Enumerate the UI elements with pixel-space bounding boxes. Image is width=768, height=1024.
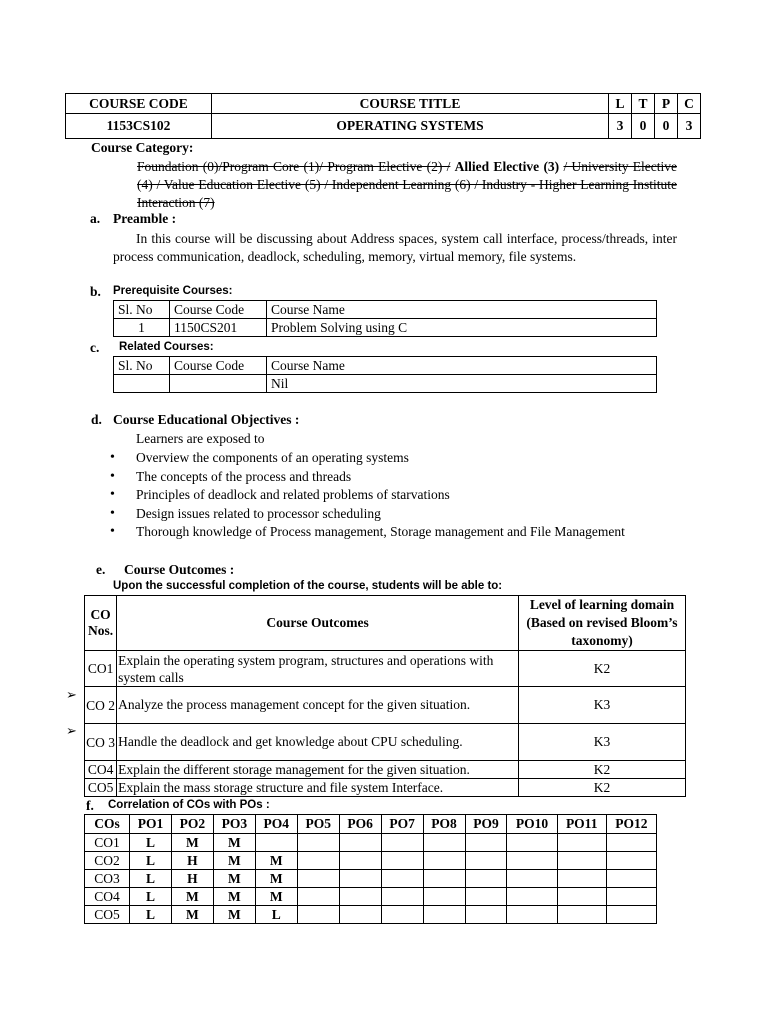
corr-cell bbox=[423, 888, 465, 906]
corr-cell bbox=[606, 834, 656, 852]
corr-cell: M bbox=[255, 852, 297, 870]
corr-cell: L bbox=[130, 852, 172, 870]
corr-cell: M bbox=[213, 888, 255, 906]
course-code-label: COURSE CODE bbox=[66, 94, 212, 114]
course-header-table bbox=[65, 93, 701, 139]
related-col-slno: Sl. No bbox=[114, 357, 170, 375]
l-label: L bbox=[609, 94, 632, 114]
category-struck-before: Foundation (0)/Program Core (1)/ Program Elective (2) / bbox=[137, 159, 451, 174]
course-category-label: Course Category: bbox=[91, 140, 194, 155]
corr-col: PO8 bbox=[423, 815, 465, 834]
corr-cell bbox=[381, 906, 423, 924]
corr-cell: L bbox=[130, 906, 172, 924]
corr-cell: H bbox=[171, 870, 213, 888]
corr-cell: M bbox=[255, 870, 297, 888]
category-struck-after: / University Elective (4) / Value Education Elective (5) / Independent Learning (6) / Industry - Higher Learning Institute Interaction (7) bbox=[137, 159, 677, 210]
corr-cell bbox=[339, 906, 381, 924]
table-row bbox=[85, 761, 686, 779]
prerequisite-marker: b. bbox=[90, 284, 101, 299]
related-col-name: Course Name bbox=[267, 357, 657, 375]
co-text: Explain the mass storage structure and file system Interface. bbox=[117, 779, 519, 797]
prereq-col-code: Course Code bbox=[170, 301, 267, 319]
corr-cell bbox=[339, 852, 381, 870]
table-row bbox=[85, 779, 686, 797]
corr-cell bbox=[339, 834, 381, 852]
outcomes-intro: Upon the successful completion of the course, students will be able to: bbox=[113, 580, 503, 592]
corr-cell bbox=[507, 870, 557, 888]
corr-col: PO9 bbox=[465, 815, 507, 834]
corr-co-id: CO5 bbox=[85, 906, 130, 924]
corr-co-id: CO3 bbox=[85, 870, 130, 888]
corr-cell bbox=[557, 834, 606, 852]
prerequisite-table bbox=[113, 300, 657, 337]
corr-cell: H bbox=[171, 852, 213, 870]
corr-col: COs bbox=[85, 815, 130, 834]
table-row bbox=[85, 906, 657, 924]
table-row bbox=[85, 852, 657, 870]
corr-cell bbox=[606, 906, 656, 924]
corr-cell: M bbox=[171, 888, 213, 906]
corr-cell bbox=[606, 870, 656, 888]
p-value: 0 bbox=[655, 114, 678, 139]
corr-cell bbox=[557, 852, 606, 870]
prereq-code: 1150CS201 bbox=[170, 319, 267, 337]
corr-cell bbox=[255, 834, 297, 852]
co-text: Explain the operating system program, structures and operations with system calls bbox=[117, 651, 519, 687]
corr-cell bbox=[507, 888, 557, 906]
outcomes-table bbox=[84, 595, 686, 797]
corr-cell: M bbox=[171, 834, 213, 852]
course-code: 1153CS102 bbox=[66, 114, 212, 139]
corr-cell bbox=[297, 834, 339, 852]
corr-cell bbox=[606, 888, 656, 906]
corr-cell bbox=[557, 888, 606, 906]
corr-cell bbox=[423, 870, 465, 888]
table-row bbox=[85, 687, 686, 724]
table-row bbox=[85, 870, 657, 888]
corr-cell bbox=[297, 852, 339, 870]
co-level: K3 bbox=[519, 687, 686, 724]
table-row bbox=[85, 724, 686, 761]
corr-co-id: CO4 bbox=[85, 888, 130, 906]
corr-cell bbox=[465, 852, 507, 870]
t-value: 0 bbox=[632, 114, 655, 139]
corr-cell bbox=[465, 834, 507, 852]
related-marker: c. bbox=[90, 340, 100, 355]
table-row bbox=[85, 651, 686, 687]
objectives-heading: Course Educational Objectives : bbox=[113, 412, 300, 427]
co-text: Handle the deadlock and get knowledge about CPU scheduling. bbox=[117, 724, 519, 761]
prereq-name: Problem Solving using C bbox=[267, 319, 657, 337]
outcomes-marker: e. bbox=[96, 562, 106, 577]
corr-col: PO7 bbox=[381, 815, 423, 834]
list-item: • Overview the components of an operating systems bbox=[110, 449, 677, 468]
correlation-header-row bbox=[85, 815, 657, 834]
table-row bbox=[85, 834, 657, 852]
outcomes-col-level: Level of learning domain (Based on revised Bloom’s taxonomy) bbox=[519, 596, 686, 651]
related-name: Nil bbox=[267, 375, 657, 393]
c-value: 3 bbox=[678, 114, 701, 139]
objectives-marker: d. bbox=[91, 412, 102, 427]
table-row bbox=[85, 888, 657, 906]
corr-cell bbox=[297, 906, 339, 924]
list-item: • Design issues related to processor scheduling bbox=[110, 505, 677, 524]
corr-cell bbox=[507, 852, 557, 870]
related-heading: Related Courses: bbox=[119, 341, 214, 353]
corr-col: PO2 bbox=[171, 815, 213, 834]
co-text: Explain the different storage management for the given situation. bbox=[117, 761, 519, 779]
corr-cell bbox=[423, 906, 465, 924]
preamble-text: In this course will be discussing about Address spaces, system call interface, process/threads, inter process communication, deadlock, scheduling, memory, virtual memory, file systems. bbox=[113, 231, 677, 264]
corr-cell: M bbox=[213, 870, 255, 888]
objectives-intro: Learners are exposed to bbox=[136, 431, 265, 446]
corr-cell bbox=[423, 834, 465, 852]
related-table bbox=[113, 356, 657, 393]
corr-col: PO11 bbox=[557, 815, 606, 834]
related-slno bbox=[114, 375, 170, 393]
corr-cell: L bbox=[130, 888, 172, 906]
corr-col: PO5 bbox=[297, 815, 339, 834]
corr-col: PO12 bbox=[606, 815, 656, 834]
corr-cell bbox=[339, 888, 381, 906]
list-item: • Thorough knowledge of Process management, Storage management and File Management bbox=[110, 523, 677, 542]
corr-cell bbox=[381, 852, 423, 870]
list-item: • Principles of deadlock and related problems of starvations bbox=[110, 486, 677, 505]
corr-cell bbox=[507, 834, 557, 852]
list-item: • The concepts of the process and threads bbox=[110, 468, 677, 487]
corr-cell bbox=[381, 870, 423, 888]
corr-cell bbox=[557, 870, 606, 888]
category-selected: Allied Elective (3) bbox=[454, 159, 560, 174]
corr-col: PO6 bbox=[339, 815, 381, 834]
correlation-heading: Correlation of COs with POs : bbox=[108, 799, 270, 811]
corr-cell bbox=[297, 870, 339, 888]
related-code bbox=[170, 375, 267, 393]
co-id: CO1 bbox=[85, 651, 117, 687]
corr-col: PO3 bbox=[213, 815, 255, 834]
corr-cell bbox=[465, 870, 507, 888]
corr-cell bbox=[507, 906, 557, 924]
objectives-list bbox=[110, 449, 677, 542]
c-label: C bbox=[678, 94, 701, 114]
co-id: CO4 bbox=[85, 761, 117, 779]
course-title-label: COURSE TITLE bbox=[212, 94, 609, 114]
co-level: K3 bbox=[519, 724, 686, 761]
corr-cell: M bbox=[255, 888, 297, 906]
prerequisite-heading: Prerequisite Courses: bbox=[113, 285, 233, 297]
co-level: K2 bbox=[519, 651, 686, 687]
co-id: CO 3 bbox=[85, 724, 117, 761]
outcomes-col-co: CO Nos. bbox=[85, 596, 117, 651]
corr-cell bbox=[297, 888, 339, 906]
outcomes-col-text: Course Outcomes bbox=[117, 596, 519, 651]
corr-cell bbox=[465, 888, 507, 906]
corr-col: PO4 bbox=[255, 815, 297, 834]
course-category-list bbox=[137, 158, 677, 212]
co-level: K2 bbox=[519, 761, 686, 779]
corr-cell: L bbox=[130, 834, 172, 852]
correlation-table bbox=[84, 814, 657, 924]
table-row bbox=[114, 375, 657, 393]
corr-cell: L bbox=[255, 906, 297, 924]
course-title: OPERATING SYSTEMS bbox=[212, 114, 609, 139]
co-id: CO5 bbox=[85, 779, 117, 797]
corr-cell: M bbox=[213, 852, 255, 870]
arrow-marker-icon: ➢ bbox=[66, 723, 77, 738]
corr-cell bbox=[381, 834, 423, 852]
corr-cell: M bbox=[213, 906, 255, 924]
l-value: 3 bbox=[609, 114, 632, 139]
outcomes-heading: Course Outcomes : bbox=[124, 562, 235, 577]
p-label: P bbox=[655, 94, 678, 114]
table-row bbox=[114, 319, 657, 337]
corr-cell: M bbox=[213, 834, 255, 852]
t-label: T bbox=[632, 94, 655, 114]
corr-cell bbox=[339, 870, 381, 888]
corr-cell bbox=[465, 906, 507, 924]
corr-col: PO10 bbox=[507, 815, 557, 834]
co-id: CO 2 bbox=[85, 687, 117, 724]
corr-cell: L bbox=[130, 870, 172, 888]
corr-cell: M bbox=[171, 906, 213, 924]
prereq-slno: 1 bbox=[114, 319, 170, 337]
corr-co-id: CO1 bbox=[85, 834, 130, 852]
corr-cell bbox=[557, 906, 606, 924]
preamble-heading: Preamble : bbox=[113, 211, 177, 226]
prereq-col-name: Course Name bbox=[267, 301, 657, 319]
related-col-code: Course Code bbox=[170, 357, 267, 375]
corr-cell bbox=[423, 852, 465, 870]
correlation-marker: f. bbox=[86, 798, 94, 813]
corr-co-id: CO2 bbox=[85, 852, 130, 870]
arrow-marker-icon: ➢ bbox=[66, 687, 77, 702]
prereq-col-slno: Sl. No bbox=[114, 301, 170, 319]
co-level: K2 bbox=[519, 779, 686, 797]
corr-cell bbox=[606, 852, 656, 870]
preamble-marker: a. bbox=[90, 211, 101, 226]
co-text: Analyze the process management concept for the given situation. bbox=[117, 687, 519, 724]
corr-col: PO1 bbox=[130, 815, 172, 834]
corr-cell bbox=[381, 888, 423, 906]
